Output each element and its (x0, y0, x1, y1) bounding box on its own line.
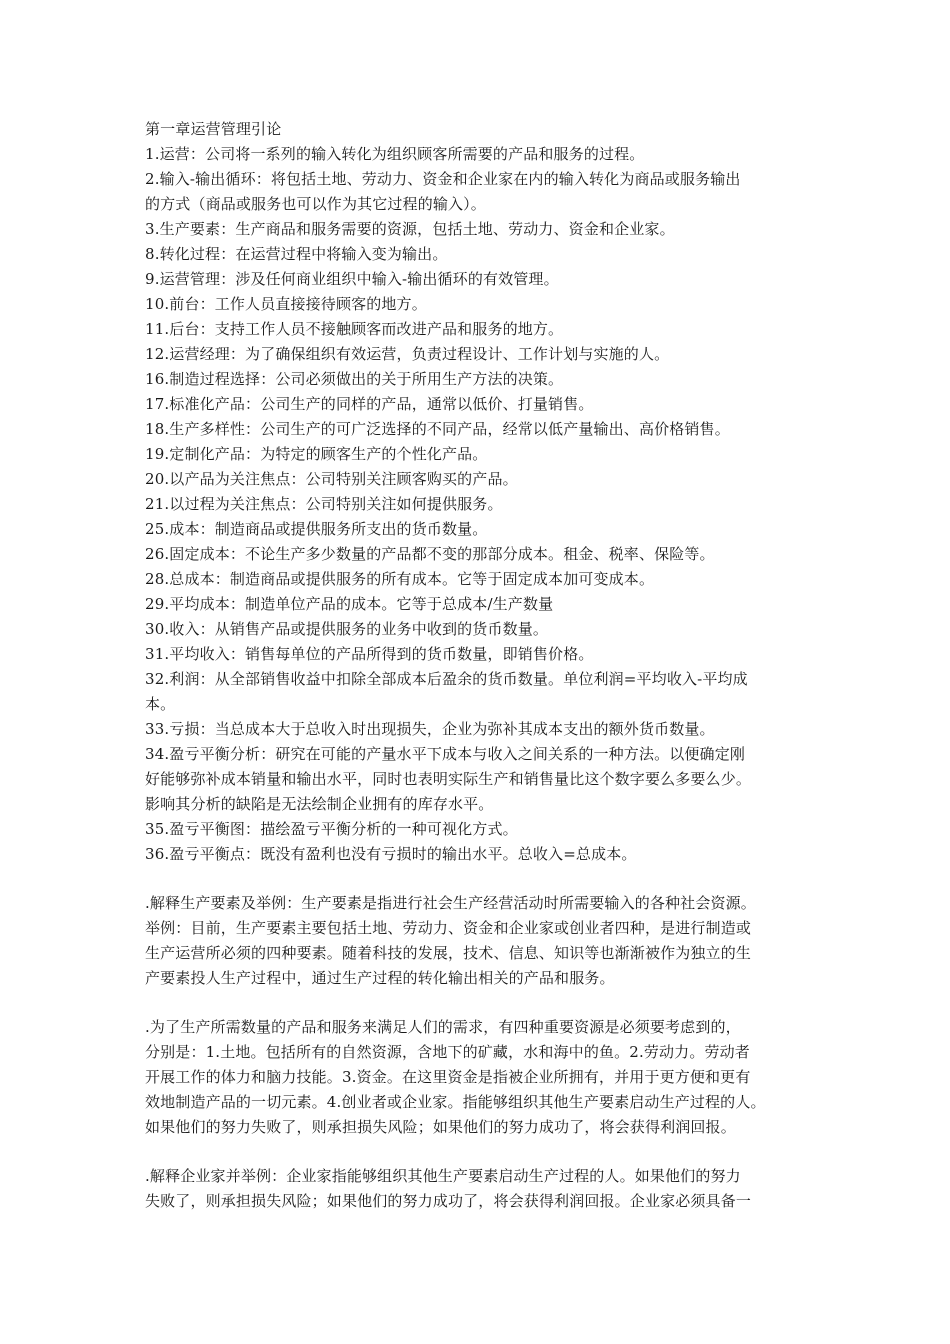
definition-item-line: 26.固定成本：不论生产多少数量的产品都不变的那部分成本。租金、税率、保险等。 (145, 545, 715, 563)
definition-item-line: 16.制造过程选择：公司必须做出的关于所用生产方法的决策。 (145, 370, 564, 388)
definition-item-line: 31.平均收入：销售每单位的产品所得到的货币数量，即销售价格。 (145, 645, 594, 663)
definition-item-line: 30.收入：从销售产品或提供服务的业务中收到的货币数量。 (145, 620, 549, 638)
definition-item (145, 242, 815, 267)
definition-item (145, 267, 815, 292)
definition-item-line: 35.盈亏平衡图：描绘盈亏平衡分析的一种可视化方式。 (145, 820, 518, 838)
definition-item-line: 1.运营：公司将一系列的输入转化为组织顾客所需要的产品和服务的过程。 (145, 145, 645, 163)
paragraph-line: 效地制造产品的一切元素。4.创业者或企业家。指能够组织其他生产要素启动生产过程的人。 (145, 1093, 766, 1111)
definition-item (145, 667, 815, 717)
paragraph-line: 举例：目前，生产要素主要包括土地、劳动力、资金和企业家或创业者四种，是进行制造或 (145, 919, 752, 937)
paragraph-line: 失败了，则承担损失风险；如果他们的努力成功了，将会获得利润回报。企业家必须具备一 (145, 1192, 752, 1210)
spacer (145, 1140, 815, 1164)
definition-item (145, 367, 815, 392)
definition-item (145, 717, 815, 742)
definition-item (145, 167, 815, 217)
definition-item-line: 18.生产多样性：公司生产的可广泛选择的不同产品，经常以低产量输出、高价格销售。 (145, 420, 730, 438)
definition-item-line: 32.利润：从全部销售收益中扣除全部成本后盈余的货币数量。单位利润=平均收入-平均成 (145, 670, 748, 688)
paragraph-list (145, 891, 815, 1214)
paragraph-line: .解释企业家并举例：企业家指能够组织其他生产要素启动生产过程的人。如果他们的努力 (145, 1167, 741, 1185)
definition-item-line: 10.前台：工作人员直接接待顾客的地方。 (145, 295, 427, 313)
definition-item-line: 9.运营管理：涉及任何商业组织中输入-输出循环的有效管理。 (145, 270, 559, 288)
definition-item-line: 29.平均成本：制造单位产品的成本。它等于总成本/生产数量 (145, 595, 554, 613)
definition-item-line: 8.转化过程：在运营过程中将输入变为输出。 (145, 245, 448, 263)
definition-item-line: 12.运营经理：为了确保组织有效运营，负责过程设计、工作计划与实施的人。 (145, 345, 670, 363)
paragraph-line: 开展工作的体力和脑力技能。3.资金。在这里资金是指被企业所拥有，并用于更方便和更有 (145, 1068, 751, 1086)
paragraph-line: 如果他们的努力失败了，则承担损失风险；如果他们的努力成功了，将会获得利润回报。 (145, 1118, 736, 1136)
definition-item (145, 642, 815, 667)
definition-item (145, 417, 815, 442)
document-page (145, 117, 815, 1214)
definition-item-line: 影响其分析的缺陷是无法绘制企业拥有的库存水平。 (145, 795, 494, 813)
paragraph-line: 生产运营所必须的四种要素。随着科技的发展，技术、信息、知识等也渐渐被作为独立的生 (145, 944, 752, 962)
definition-item (145, 342, 815, 367)
definition-item-line: 34.盈亏平衡分析：研究在可能的产量水平下成本与收入之间关系的一种方法。以便确定刚 (145, 745, 746, 763)
definition-item (145, 467, 815, 492)
paragraph-line: .解释生产要素及举例：生产要素是指进行社会生产经营活动时所需要输入的各种社会资源。 (145, 894, 756, 912)
definition-item-line: 33.亏损：当总成本大于总收入时出现损失，企业为弥补其成本支出的额外货币数量。 (145, 720, 715, 738)
definition-item (145, 842, 815, 867)
chapter-title: 第一章运营管理引论 (145, 120, 282, 138)
definition-item (145, 517, 815, 542)
definition-item-line: 17.标准化产品：公司生产的同样的产品，通常以低价、打量销售。 (145, 395, 594, 413)
definition-item (145, 142, 815, 167)
definition-item (145, 317, 815, 342)
definition-item (145, 292, 815, 317)
definition-item (145, 217, 815, 242)
definition-item-line: 3.生产要素：生产商品和服务需要的资源，包括土地、劳动力、资金和企业家。 (145, 220, 675, 238)
definition-item (145, 492, 815, 517)
definition-item (145, 542, 815, 567)
paragraph-line: 分别是：1.土地。包括所有的自然资源，含地下的矿藏，水和海中的鱼。2.劳动力。劳动者 (145, 1043, 750, 1061)
definition-item (145, 817, 815, 842)
spacer (145, 991, 815, 1015)
definition-item-line: 36.盈亏平衡点：既没有盈利也没有亏损时的输出水平。总收入=总成本。 (145, 845, 637, 863)
definition-item-line: 本。 (145, 695, 176, 713)
paragraph-line: 产要素投人生产过程中，通过生产过程的转化输出相关的产品和服务。 (145, 969, 615, 987)
definition-item-line: 好能够弥补成本销量和输出水平，同时也表明实际生产和销售量比这个数字要么多要么少。 (145, 770, 752, 788)
definition-item-line: 的方式（商品或服务也可以作为其它过程的输入）。 (145, 195, 486, 213)
definition-item (145, 742, 815, 817)
paragraph-line: .为了生产所需数量的产品和服务来满足人们的需求，有四种重要资源是必须要考虑到的， (145, 1018, 741, 1036)
definition-item-line: 2.输入-输出循环：将包括土地、劳动力、资金和企业家在内的输入转化为商品或服务输出 (145, 170, 741, 188)
definition-list (145, 142, 815, 867)
paragraph (145, 1164, 815, 1214)
definition-item (145, 567, 815, 592)
paragraph (145, 891, 815, 991)
paragraph (145, 1015, 815, 1140)
definition-item-line: 19.定制化产品：为特定的顾客生产的个性化产品。 (145, 445, 488, 463)
definition-item (145, 617, 815, 642)
definition-item-line: 20.以产品为关注焦点：公司特别关注顾客购买的产品。 (145, 470, 518, 488)
definition-item (145, 592, 815, 617)
spacer (145, 867, 815, 891)
definition-item-line: 21.以过程为关注焦点：公司特别关注如何提供服务。 (145, 495, 503, 513)
definition-item (145, 392, 815, 417)
definition-item (145, 442, 815, 467)
definition-item-line: 25.成本：制造商品或提供服务所支出的货币数量。 (145, 520, 488, 538)
definition-item-line: 28.总成本：制造商品或提供服务的所有成本。它等于固定成本加可变成本。 (145, 570, 655, 588)
definition-item-line: 11.后台：支持工作人员不接触顾客而改进产品和服务的地方。 (145, 320, 564, 338)
